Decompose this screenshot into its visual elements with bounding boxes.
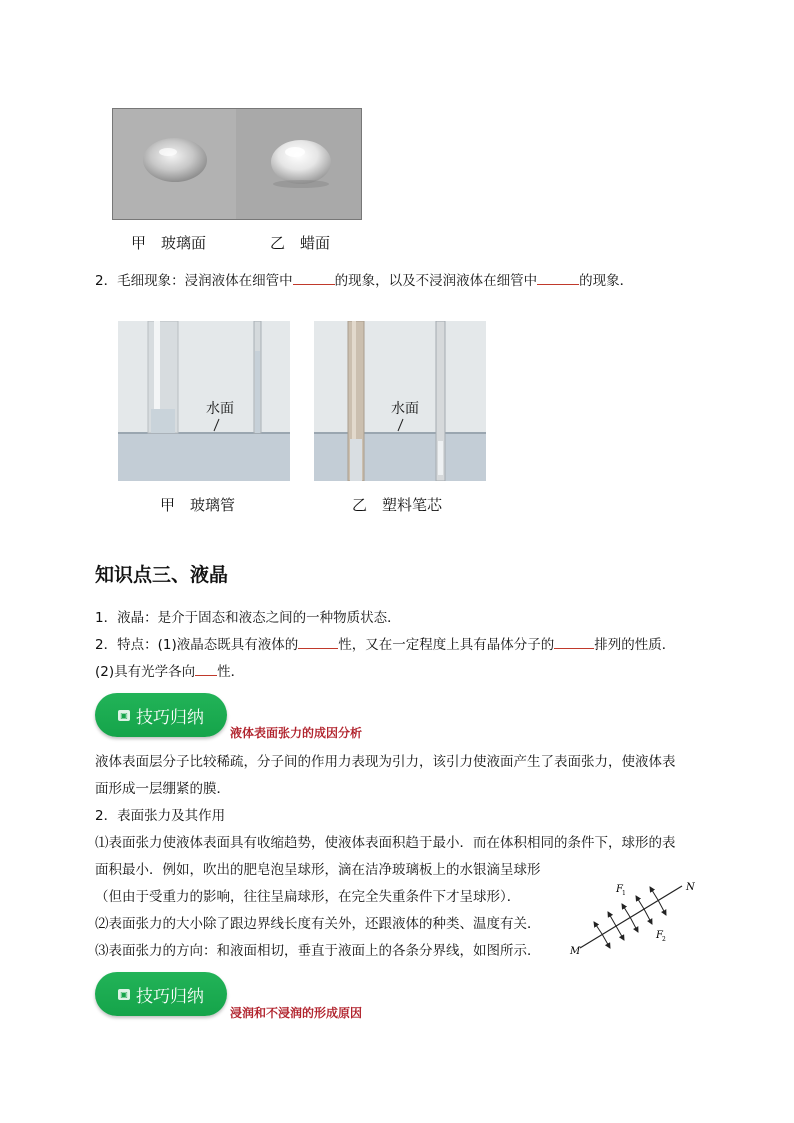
blank [195, 661, 217, 676]
droplet-figure [112, 108, 362, 220]
tip-button[interactable]: ▣ 技巧归纳 [95, 693, 227, 737]
blank [554, 634, 594, 649]
blank [293, 270, 335, 285]
tip-subtitle: 液体表面张力的成因分析 [230, 726, 363, 740]
book-icon: ▣ [118, 989, 130, 1000]
tip-paragraph: 液体表面层分子比较稀疏，分子间的作用力表现为引力，该引力使液面产生了表面张力，使液体表 面形成一层绷紧的膜． 2．表面张力及其作用 ⑴表面张力使液体表面具有收缩趋势，使液体表面积趋于最小．而在体积相同的条件下，球形的表 面积最小．例如，吹出的肥皂泡呈球形，滴在洁净玻璃板上的水银滴呈球形 （但由于受重力的影响，往往呈扁球形，在完全失重条件下才呈球形）． ⑵表面张力的大小除了跟边界线长度有关外，还跟液体的种类、温度有关． ⑶表面张力的方向：和液面相切，垂直于液面上的各条分界线，如图所示． [95, 754, 676, 959]
water-label-a: 水面 [206, 401, 234, 417]
f1-subscript: 1 [622, 890, 626, 897]
tube-caption-a: 甲 玻璃管 [160, 496, 236, 514]
f2-subscript: 2 [662, 936, 666, 943]
glass-tube-figure [118, 321, 290, 481]
lc-features: 2．特点：(1)液晶态既具有液体的 性，又在一定程度上具有晶体分子的 排列的性质． [95, 634, 675, 656]
glass-tube-photo [118, 321, 290, 481]
blank [298, 634, 338, 649]
capillary-line: 2．毛细现象：浸润液体在细管中 的现象，以及不浸润液体在细管中 的现象． [95, 270, 633, 292]
droplet-caption-a: 甲 玻璃面 [131, 234, 207, 252]
droplet-caption-b: 乙 蜡面 [270, 234, 331, 252]
tip-button[interactable]: ▣ 技巧归纳 [95, 972, 227, 1016]
flat-droplet [143, 138, 207, 182]
tip-subtitle: 浸润和不浸润的形成原因 [230, 1006, 363, 1020]
f2-label: F [656, 930, 663, 941]
water-label-b: 水面 [391, 401, 419, 417]
lc-optical: (2)具有光学各向 性． [95, 661, 244, 683]
droplet-photos [112, 108, 362, 220]
round-droplet [271, 140, 331, 184]
surface-tension-diagram [566, 870, 706, 962]
f1-label: F [616, 884, 623, 895]
section-title: 知识点三、液晶 [95, 564, 229, 586]
boundary-line [580, 886, 682, 948]
lc-definition: 1．液晶：是介于固态和液态之间的一种物质状态． [95, 610, 401, 626]
tube-caption-b: 乙 塑料笔芯 [352, 496, 443, 514]
force-diagram [566, 870, 706, 962]
book-icon: ▣ [118, 710, 130, 721]
n-label: N [686, 882, 695, 893]
blank [537, 270, 579, 285]
m-label: M [570, 946, 581, 957]
